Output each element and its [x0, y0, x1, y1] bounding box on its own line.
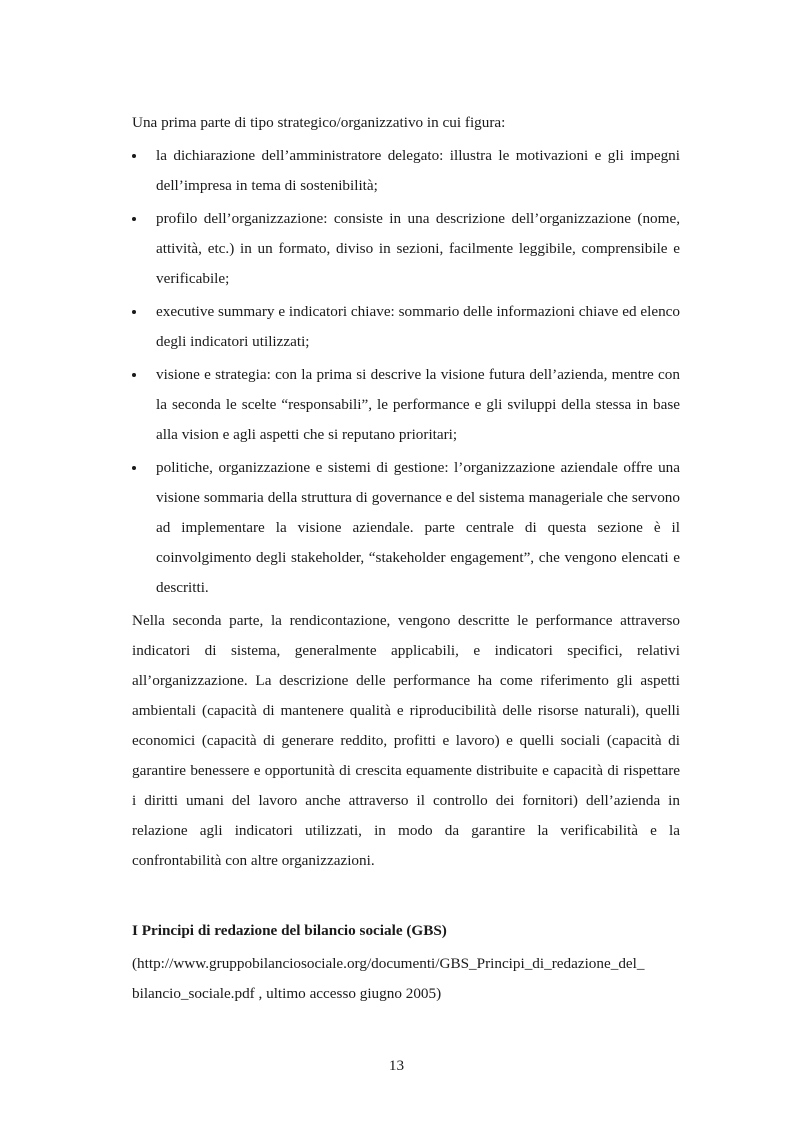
list-item [132, 453, 680, 603]
intro-text: Una prima parte di tipo strategico/organizzativo in cui figura: [132, 114, 506, 131]
list-item-text: la dichiarazione dell’amministratore delegato: illustra le motivazioni e gli impegni dell’impresa in tema di sostenibilità; [156, 147, 680, 194]
bullet-icon [132, 154, 136, 158]
reference-line-2: bilancio_sociale.pdf , ultimo accesso giugno 2005) [132, 985, 442, 1002]
bullet-list [132, 141, 680, 603]
list-item [132, 204, 680, 294]
bullet-icon [132, 373, 136, 377]
bullet-icon [132, 217, 136, 221]
list-item-text: profilo dell’organizzazione: consiste in una descrizione dell’organizzazione (nome, attività, etc.) in un formato, diviso in sezioni, facilmente leggibile, comprensibile e verificabile; [156, 210, 680, 287]
list-item-text: politiche, organizzazione e sistemi di gestione: l’organizzazione aziendale offre una visione sommaria della struttura di governance e del sistema manageriale che servono ad implementare la visione aziendale. parte centrale di questa sezione è il coinvolgimento degli stakeholder, “stakeholder engagement”, che vengono elencati e descritti. [156, 459, 680, 596]
bullet-icon [132, 310, 136, 314]
list-item-text: executive summary e indicatori chiave: sommario delle informazioni chiave ed elenco degli indicatori utilizzati; [156, 303, 680, 350]
list-item [132, 297, 680, 357]
page-content [132, 108, 680, 1009]
list-item [132, 360, 680, 450]
reference-citation [132, 949, 680, 1009]
bullet-icon [132, 466, 136, 470]
list-item-text: visione e strategia: con la prima si descrive la visione futura dell’azienda, mentre con la seconda le scelte “responsabili”, le performance e gli sviluppi della stessa in base alla vision e agli aspetti che si reputano prioritari; [156, 366, 680, 443]
reference-line-1: (http://www.gruppobilanciosociale.org/documenti/GBS_Principi_di_redazione_del_ [132, 955, 645, 972]
body-paragraph: Nella seconda parte, la rendicontazione, vengono descritte le performance attraverso indicatori di sistema, generalmente applicabili, e indicatori specifici, relativi all’organizzazione. La descrizione delle performance ha come riferimento gli aspetti ambientali (capacità di mantenere qualità e riproducibilità delle risorse naturali), quelli economici (capacità di generare reddito, profitti e lavoro) e quelli sociali (capacità di garantire benessere e opportunità di crescita equamente distribuite e capacità di rispettare i diritti umani del lavoro anche attraverso il controllo dei fornitori) dell’azienda in relazione agli indicatori utilizzati, in modo da garantire la verificabilità e la confrontabilità con altre organizzazioni. [132, 612, 680, 869]
page-number: 13 [388, 1057, 405, 1074]
section-heading: I Principi di redazione del bilancio sociale (GBS) [132, 922, 447, 939]
list-item [132, 141, 680, 201]
